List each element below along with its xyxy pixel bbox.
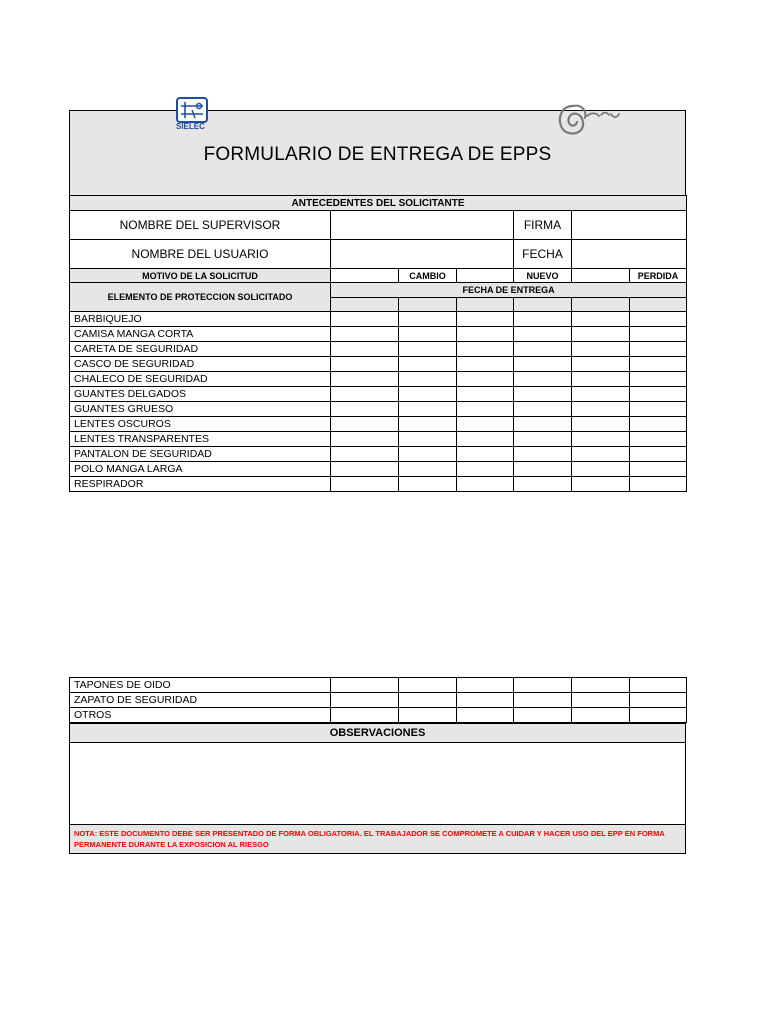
delivery-cell[interactable] (514, 678, 572, 693)
delivery-cell[interactable] (630, 327, 687, 342)
item-label: PANTALON DE SEGURIDAD (70, 447, 331, 462)
delivery-cell[interactable] (331, 447, 399, 462)
delivery-cell[interactable] (331, 477, 399, 492)
delivery-cell[interactable] (399, 357, 457, 372)
observaciones-header: OBSERVACIONES (70, 724, 685, 743)
delivery-cell[interactable] (457, 342, 514, 357)
item-label: GUANTES DELGADOS (70, 387, 331, 402)
delivery-cell[interactable] (514, 432, 572, 447)
delivery-cell[interactable] (399, 708, 457, 723)
item-label: CARETA DE SEGURIDAD (70, 342, 331, 357)
request-table (69, 195, 687, 492)
item-label: CHALECO DE SEGURIDAD (70, 372, 331, 387)
firma-field[interactable] (572, 211, 687, 240)
delivery-cell[interactable] (572, 312, 630, 327)
delivery-cell[interactable] (331, 693, 399, 708)
item-label: LENTES TRANSPARENTES (70, 432, 331, 447)
delivery-cell[interactable] (630, 462, 687, 477)
table-row (70, 327, 687, 342)
delivery-cell[interactable] (514, 312, 572, 327)
table-row (70, 678, 687, 693)
delivery-cell[interactable] (457, 678, 514, 693)
delivery-cell[interactable] (514, 447, 572, 462)
table-row (70, 417, 687, 432)
delivery-cell[interactable] (457, 402, 514, 417)
usuario-field[interactable] (331, 240, 514, 269)
fecha-label: FECHA (514, 240, 572, 269)
delivery-cell[interactable] (572, 342, 630, 357)
elemento-label: ELEMENTO DE PROTECCION SOLICITADO (70, 283, 331, 312)
delivery-cell[interactable] (514, 477, 572, 492)
delivery-cell[interactable] (630, 447, 687, 462)
item-label: GUANTES GRUESO (70, 402, 331, 417)
delivery-cell[interactable] (572, 402, 630, 417)
table-row (70, 357, 687, 372)
delivery-cell[interactable] (399, 342, 457, 357)
delivery-cell[interactable] (399, 432, 457, 447)
item-label: RESPIRADOR (70, 477, 331, 492)
delivery-cell[interactable] (331, 708, 399, 723)
peru-logo (555, 100, 625, 138)
delivery-cell[interactable] (457, 432, 514, 447)
date-cell[interactable] (331, 297, 399, 312)
observaciones-field[interactable] (70, 743, 685, 824)
date-cell[interactable] (514, 297, 572, 312)
delivery-cell[interactable] (457, 357, 514, 372)
delivery-cell[interactable] (572, 357, 630, 372)
nuevo-label: NUEVO (514, 269, 572, 283)
usuario-label: NOMBRE DEL USUARIO (70, 240, 331, 269)
table-row (70, 693, 687, 708)
delivery-cell[interactable] (514, 327, 572, 342)
delivery-cell[interactable] (331, 327, 399, 342)
cambio-label: CAMBIO (399, 269, 457, 283)
delivery-cell[interactable] (572, 678, 630, 693)
delivery-cell[interactable] (331, 402, 399, 417)
supervisor-field[interactable] (331, 211, 514, 240)
delivery-cell[interactable] (630, 387, 687, 402)
delivery-cell[interactable] (457, 327, 514, 342)
delivery-cell[interactable] (399, 678, 457, 693)
fecha-field[interactable] (572, 240, 687, 269)
date-cell[interactable] (457, 297, 514, 312)
item-label: BARBIQUEJO (70, 312, 331, 327)
delivery-cell[interactable] (331, 357, 399, 372)
table-row (70, 447, 687, 462)
delivery-cell[interactable] (514, 417, 572, 432)
item-label: CAMISA MANGA CORTA (70, 327, 331, 342)
date-cell[interactable] (630, 297, 687, 312)
delivery-cell[interactable] (399, 387, 457, 402)
delivery-cell[interactable] (399, 327, 457, 342)
delivery-cell[interactable] (457, 708, 514, 723)
delivery-cell[interactable] (331, 342, 399, 357)
table-row (70, 462, 687, 477)
item-label: ZAPATO DE SEGURIDAD (70, 693, 331, 708)
delivery-cell[interactable] (572, 387, 630, 402)
delivery-cell[interactable] (630, 678, 687, 693)
delivery-cell[interactable] (331, 312, 399, 327)
delivery-cell[interactable] (399, 372, 457, 387)
sielec-logo (173, 97, 213, 137)
table-row (70, 387, 687, 402)
table-row (70, 402, 687, 417)
delivery-cell[interactable] (514, 708, 572, 723)
item-label: LENTES OSCUROS (70, 417, 331, 432)
delivery-cell[interactable] (514, 462, 572, 477)
delivery-cell[interactable] (331, 432, 399, 447)
item-label: POLO MANGA LARGA (70, 462, 331, 477)
supervisor-label: NOMBRE DEL SUPERVISOR (70, 211, 331, 240)
cambio-checkbox[interactable] (457, 269, 514, 283)
delivery-cell[interactable] (630, 342, 687, 357)
delivery-cell[interactable] (331, 678, 399, 693)
delivery-cell[interactable] (630, 312, 687, 327)
delivery-cell[interactable] (331, 372, 399, 387)
delivery-cell[interactable] (630, 477, 687, 492)
antecedentes-header: ANTECEDENTES DEL SOLICITANTE (70, 196, 687, 211)
delivery-cell[interactable] (399, 312, 457, 327)
delivery-cell[interactable] (572, 372, 630, 387)
delivery-cell[interactable] (630, 708, 687, 723)
table-row (70, 372, 687, 387)
delivery-cell[interactable] (399, 462, 457, 477)
delivery-cell[interactable] (572, 477, 630, 492)
nuevo-checkbox[interactable] (572, 269, 630, 283)
delivery-cell[interactable] (514, 357, 572, 372)
delivery-cell[interactable] (457, 693, 514, 708)
delivery-cell[interactable] (572, 693, 630, 708)
item-label: OTROS (70, 708, 331, 723)
delivery-cell[interactable] (457, 477, 514, 492)
delivery-cell[interactable] (399, 402, 457, 417)
legal-note: NOTA: ESTE DOCUMENTO DEBE SER PRESENTADO DE FORMA OBLIGATORIA. EL TRABAJADOR SE COMPROMETE A CUIDAR Y HACER USO DEL EPP EN FORMA PERMANENTE DURANTE LA EXPOSICION AL RIESGO (70, 824, 685, 853)
delivery-cell[interactable] (331, 417, 399, 432)
observaciones-section (69, 723, 686, 854)
table-row (70, 312, 687, 327)
motivo-label: MOTIVO DE LA SOLICITUD (70, 269, 331, 283)
item-label: CASCO DE SEGURIDAD (70, 357, 331, 372)
delivery-cell[interactable] (572, 708, 630, 723)
delivery-cell[interactable] (572, 462, 630, 477)
delivery-cell[interactable] (457, 312, 514, 327)
delivery-cell[interactable] (399, 447, 457, 462)
delivery-cell[interactable] (331, 387, 399, 402)
firma-label: FIRMA (514, 211, 572, 240)
delivery-cell[interactable] (630, 693, 687, 708)
delivery-cell[interactable] (630, 432, 687, 447)
date-cell[interactable] (399, 297, 457, 312)
delivery-cell[interactable] (514, 372, 572, 387)
delivery-cell[interactable] (514, 342, 572, 357)
delivery-cell[interactable] (514, 693, 572, 708)
delivery-cell[interactable] (630, 417, 687, 432)
fecha-entrega-label: FECHA DE ENTREGA (331, 283, 687, 298)
delivery-cell[interactable] (630, 372, 687, 387)
page-title: FORMULARIO DE ENTREGA DE EPPS (203, 144, 552, 165)
table-row (70, 708, 687, 723)
item-label: TAPONES DE OIDO (70, 678, 331, 693)
delivery-cell[interactable] (399, 417, 457, 432)
delivery-cell[interactable] (457, 372, 514, 387)
delivery-cell[interactable] (331, 462, 399, 477)
table-row (70, 432, 687, 447)
delivery-cell[interactable] (399, 477, 457, 492)
delivery-cell[interactable] (399, 693, 457, 708)
lower-items-table (69, 677, 687, 723)
perdida-label: PERDIDA (630, 269, 687, 283)
delivery-cell[interactable] (457, 447, 514, 462)
delivery-cell[interactable] (457, 462, 514, 477)
delivery-cell[interactable] (572, 432, 630, 447)
date-cell[interactable] (572, 297, 630, 312)
table-row (70, 342, 687, 357)
table-row (70, 477, 687, 492)
delivery-cell[interactable] (572, 417, 630, 432)
delivery-cell[interactable] (457, 387, 514, 402)
delivery-cell[interactable] (572, 327, 630, 342)
delivery-cell[interactable] (514, 402, 572, 417)
delivery-cell[interactable] (630, 357, 687, 372)
sielec-logo-text: SIELEC (176, 122, 205, 131)
motivo-checkbox-1[interactable] (331, 269, 399, 283)
delivery-cell[interactable] (514, 387, 572, 402)
delivery-cell[interactable] (572, 447, 630, 462)
delivery-cell[interactable] (457, 417, 514, 432)
delivery-cell[interactable] (630, 402, 687, 417)
